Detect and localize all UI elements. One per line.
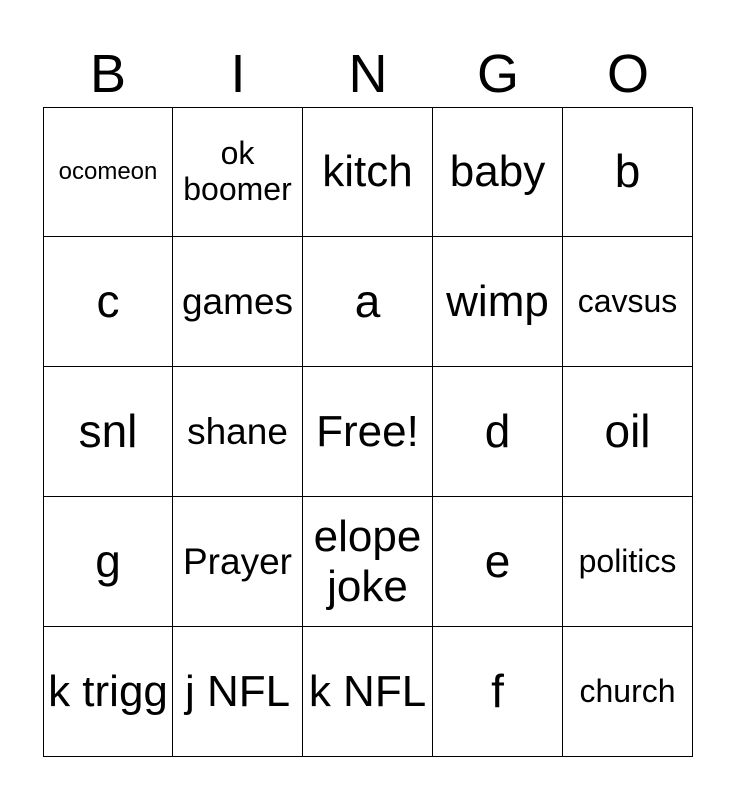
bingo-cell[interactable] [173,367,303,497]
cell-label: b [614,145,641,198]
cell-label: oil [604,404,651,457]
bingo-cell[interactable] [433,107,563,237]
bingo-cell[interactable] [433,627,563,757]
header-letter-b: B [89,44,127,104]
bingo-cell[interactable] [563,237,693,367]
cell-label: games [181,280,294,322]
header-letter-o: O [606,44,649,104]
bingo-cell[interactable] [303,627,433,757]
bingo-cell[interactable] [173,237,303,367]
cell-label: snl [78,404,138,457]
cell-label: wimp [446,276,549,326]
cell-label: g [95,534,121,587]
cell-label: e [484,534,511,587]
bingo-cell[interactable] [43,237,173,367]
cell-label: church [579,672,676,709]
bingo-cell[interactable] [303,497,433,627]
header-letter-g: G [476,44,519,104]
free-space-label: Free! [316,406,419,456]
bingo-cell[interactable] [173,627,303,757]
bingo-cell[interactable] [43,497,173,627]
cell-label: k NFL [308,666,427,716]
bingo-cell-free[interactable] [303,367,433,497]
bingo-header [43,40,693,108]
cell-label: baby [449,147,546,197]
cell-label: ocomeon [58,157,158,185]
bingo-cell[interactable] [303,237,433,367]
bingo-cell[interactable] [43,367,173,497]
bingo-cell[interactable] [433,497,563,627]
bingo-cell[interactable] [43,627,173,757]
bingo-cell[interactable] [563,627,693,757]
bingo-cell[interactable] [303,107,433,237]
cell-label: f [491,664,504,717]
cell-label: k trigg [48,666,168,716]
bingo-cell[interactable] [563,367,693,497]
bingo-cell[interactable] [433,237,563,367]
bingo-board [43,107,693,757]
cell-label: ok boomer [183,135,292,207]
bingo-cell[interactable] [563,107,693,237]
cell-label: c [96,274,120,327]
bingo-cell[interactable] [173,107,303,237]
cell-label: kitch [322,147,413,197]
bingo-cell[interactable] [563,497,693,627]
header-letter-n: N [348,44,388,104]
cell-label: d [484,404,511,457]
header-letter-i: I [230,44,246,104]
bingo-cell[interactable] [173,497,303,627]
cell-label: cavsus [577,282,678,319]
cell-label: Prayer [183,540,292,582]
bingo-cell[interactable] [43,107,173,237]
cell-label: politics [578,542,677,579]
cell-label: a [354,274,381,327]
cell-label: shane [187,410,288,452]
bingo-cell[interactable] [433,367,563,497]
cell-label: elope joke [313,512,422,611]
cell-label: j NFL [184,666,291,716]
